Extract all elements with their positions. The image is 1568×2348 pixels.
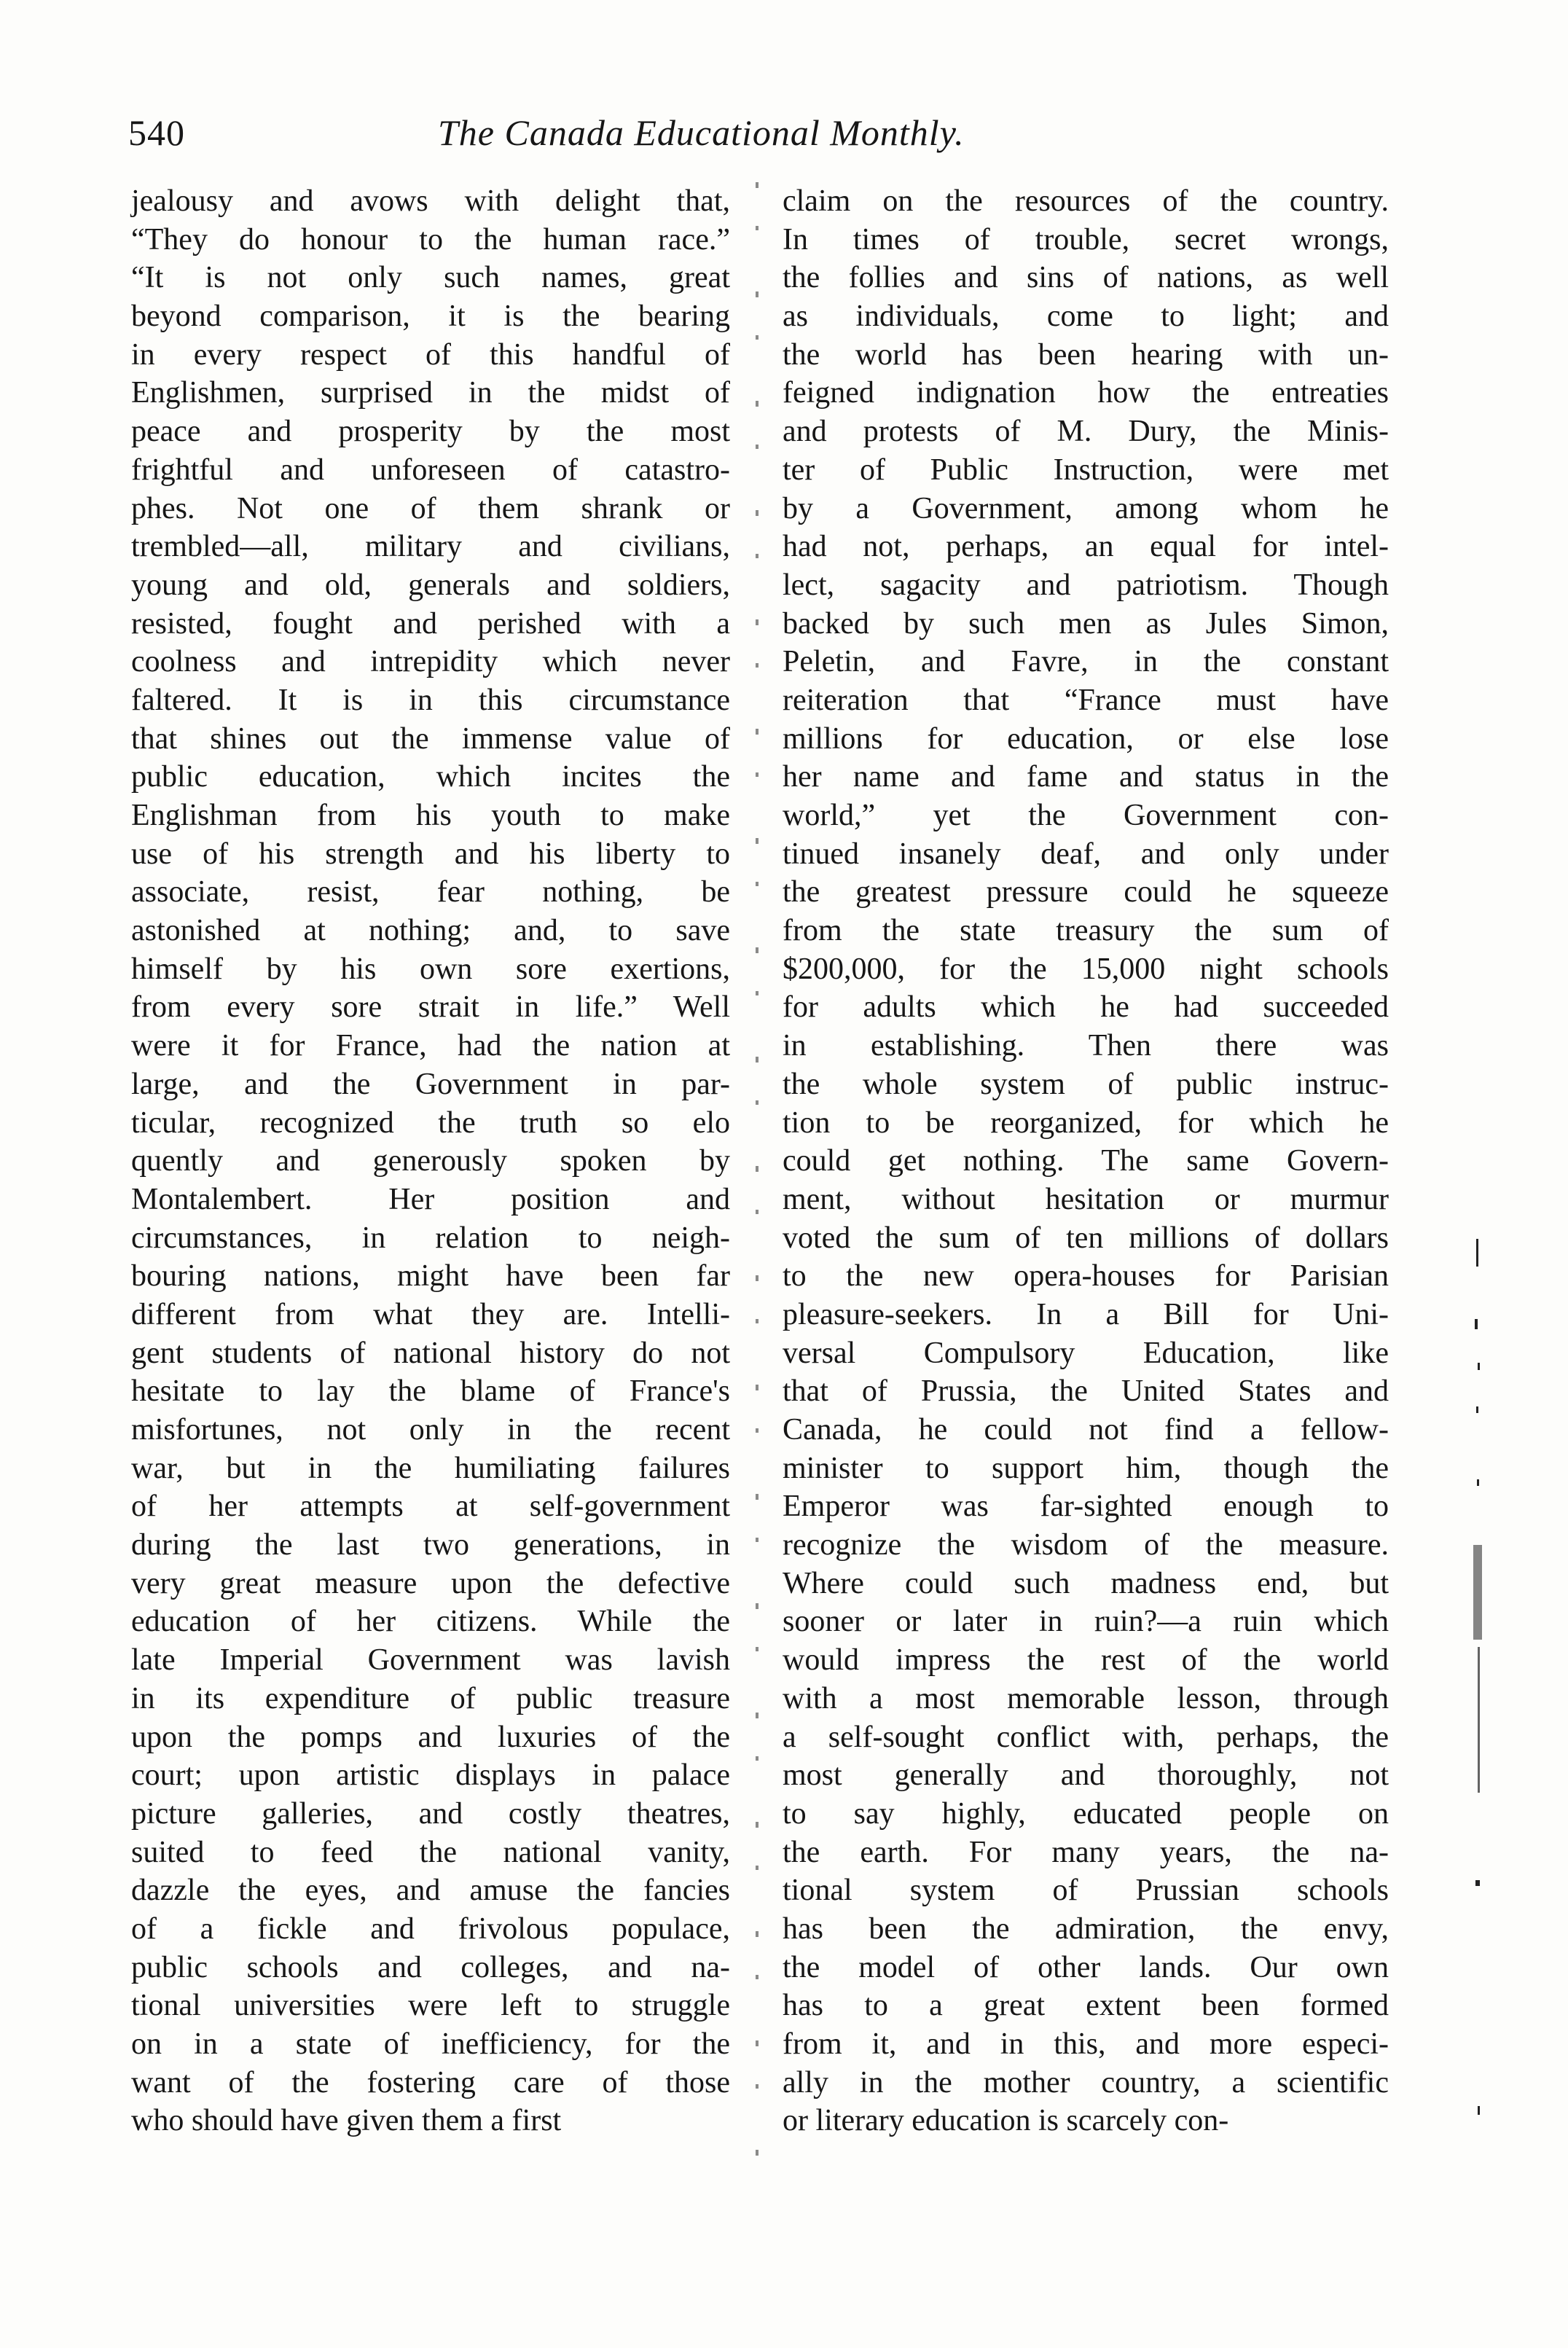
text-line: versal Compulsory Education, like [783, 1336, 1389, 1370]
text-line: tinued insanely deaf, and only under [783, 837, 1389, 871]
text-line: feigned indignation how the entreaties [783, 376, 1389, 410]
text-line: during the last two generations, in [131, 1528, 730, 1562]
text-line: the follies and sins of nations, as well [783, 261, 1389, 295]
text-line: the greatest pressure could he squeeze [783, 875, 1389, 909]
text-line: bouring nations, might have been far [131, 1259, 730, 1294]
text-line: “They do honour to the human race.” [131, 222, 730, 257]
text-line: from every sore strait in life.” Well [131, 990, 730, 1025]
text-line: Englishman from his youth to make [131, 799, 730, 832]
text-line: late Imperial Government was lavish [131, 1643, 730, 1678]
text-line: himself by his own sore exertions, [131, 952, 730, 986]
text-line: ter of Public Instruction, were met [783, 453, 1389, 487]
text-line: peace and prosperity by the most [131, 415, 730, 449]
text-line: beyond comparison, it is the bearing [131, 300, 730, 334]
text-line: different from what they are. Intelli- [131, 1297, 730, 1331]
text-line: want of the fostering care of those [131, 2065, 730, 2099]
text-line: the model of other lands. Our own [783, 1950, 1389, 1984]
text-line: associate, resist, fear nothing, be [131, 875, 730, 909]
text-line: tional system of Prussian schools [783, 1874, 1389, 1908]
left-column [131, 182, 730, 2140]
text-line: very great measure upon the defective [131, 1566, 730, 1600]
text-line: lect, sagacity and patriotism. Though [783, 568, 1389, 602]
text-line: in establishing. Then there was [783, 1029, 1389, 1063]
text-line: tion to be reorganized, for which he [783, 1105, 1389, 1140]
text-line: gent students of national history do not [131, 1336, 730, 1370]
text-line: as individuals, come to light; and [783, 300, 1389, 334]
text-line: education of her citizens. While the [131, 1605, 730, 1639]
running-header [128, 102, 1105, 163]
text-line: in its expenditure of public treasure [131, 1681, 730, 1715]
text-line: minister to support him, though the [783, 1451, 1389, 1485]
text-line: the world has been hearing with un- [783, 337, 1389, 372]
text-line: pleasure-seekers. In a Bill for Uni- [783, 1297, 1389, 1331]
text-line: public schools and colleges, and na- [131, 1950, 730, 1984]
text-line: Emperor was far-sighted enough to [783, 1490, 1389, 1524]
text-line: from the state treasury the sum of [783, 914, 1389, 948]
text-line: circumstances, in relation to neigh- [131, 1221, 730, 1255]
text-line: Where could such madness end, but [783, 1566, 1389, 1600]
right-column [783, 182, 1389, 2140]
text-line: from it, and in this, and more especi- [783, 2027, 1389, 2061]
text-line: to the new opera-houses for Parisian [783, 1259, 1389, 1294]
text-line: use of his strength and his liberty to [131, 837, 730, 871]
text-line: faltered. It is in this circumstance [131, 683, 730, 717]
running-title: The Canada Educational Monthly. [438, 112, 965, 153]
text-line: trembled—all, military and civilians, [131, 530, 730, 564]
text-line: recognize the wisdom of the measure. [783, 1528, 1389, 1562]
text-line: in every respect of this handful of [131, 337, 730, 372]
text-line: with a most memorable lesson, through [783, 1681, 1389, 1715]
text-line: ment, without hesitation or murmur [783, 1182, 1389, 1216]
text-line: ticular, recognized the truth so elo [131, 1105, 730, 1140]
text-line: on in a state of inefficiency, for the [131, 2027, 730, 2061]
text-line: millions for education, or else lose [783, 721, 1389, 756]
text-line: to say highly, educated people on [783, 1796, 1389, 1831]
text-line: war, but in the humiliating failures [131, 1451, 730, 1485]
text-line: the whole system of public instruc- [783, 1067, 1389, 1101]
text-line: young and old, generals and soldiers, [131, 568, 730, 602]
text-line: quently and generously spoken by [131, 1144, 730, 1178]
text-line: that shines out the immense value of [131, 721, 730, 756]
text-line: dazzle the eyes, and amuse the fancies [131, 1874, 730, 1908]
column-rule [756, 182, 758, 2179]
text-line: could get nothing. The same Govern- [783, 1144, 1389, 1178]
text-line: In times of trouble, secret wrongs, [783, 222, 1389, 257]
text-line: frightful and unforeseen of catastro- [131, 453, 730, 487]
text-line: reiteration that “France must have [783, 683, 1389, 717]
text-line: upon the pomps and luxuries of the [131, 1720, 730, 1754]
text-line: and protests of M. Dury, the Minis- [783, 415, 1389, 449]
text-line: had not, perhaps, an equal for intel- [783, 530, 1389, 564]
text-line: backed by such men as Jules Simon, [783, 606, 1389, 641]
text-line: large, and the Government in par- [131, 1067, 730, 1101]
text-line: were it for France, had the nation at [131, 1029, 730, 1063]
text-line: of her attempts at self-government [131, 1490, 730, 1524]
text-line: a self-sought conflict with, perhaps, the [783, 1720, 1389, 1754]
text-line: by a Government, among whom he [783, 491, 1389, 525]
text-line: most generally and thoroughly, not [783, 1758, 1389, 1793]
text-line: that of Prussia, the United States and [783, 1374, 1389, 1409]
text-line: tional universities were left to struggle [131, 1989, 730, 2023]
text-line: astonished at nothing; and, to save [131, 914, 730, 948]
text-line: hesitate to lay the blame of France's [131, 1374, 730, 1409]
text-line: Montalembert. Her position and [131, 1182, 730, 1216]
text-line: resisted, fought and perished with a [131, 606, 730, 641]
text-line: would impress the rest of the world [783, 1643, 1389, 1678]
text-line: coolness and intrepidity which never [131, 645, 730, 679]
text-line: of a fickle and frivolous populace, [131, 1911, 730, 1946]
text-line: phes. Not one of them shrank or [131, 491, 730, 525]
text-line: suited to feed the national vanity, [131, 1835, 730, 1869]
text-line: claim on the resources of the country. [783, 184, 1389, 218]
text-line: jealousy and avows with delight that, [131, 184, 730, 218]
scan-margin-marks [1470, 1239, 1489, 2186]
text-line: for adults which he had succeeded [783, 990, 1389, 1025]
text-line: Englishmen, surprised in the midst of [131, 376, 730, 410]
text-line: misfortunes, not only in the recent [131, 1413, 730, 1447]
text-line: picture galleries, and costly theatres, [131, 1796, 730, 1831]
text-line: $200,000, for the 15,000 night schools [783, 952, 1389, 986]
text-line: Peletin, and Favre, in the constant [783, 645, 1389, 679]
text-line: or literary education is scarcely con- [783, 2104, 1229, 2138]
text-line: Canada, he could not find a fellow- [783, 1413, 1389, 1447]
text-line: the earth. For many years, the na- [783, 1835, 1389, 1869]
text-line: world,” yet the Government con- [783, 799, 1389, 832]
text-line: public education, which incites the [131, 760, 730, 794]
text-line: who should have given them a first [131, 2104, 562, 2138]
text-line: her name and fame and status in the [783, 760, 1389, 794]
text-line: “It is not only such names, great [131, 261, 730, 295]
text-line: voted the sum of ten millions of dollars [783, 1221, 1389, 1255]
text-line: has to a great extent been formed [783, 1989, 1389, 2023]
text-line: sooner or later in ruin?—a ruin which [783, 1605, 1389, 1639]
text-line: has been the admiration, the envy, [783, 1911, 1389, 1946]
page-number: 540 [128, 112, 185, 153]
text-line: court; upon artistic displays in palace [131, 1758, 730, 1793]
text-line: ally in the mother country, a scientific [783, 2065, 1389, 2099]
